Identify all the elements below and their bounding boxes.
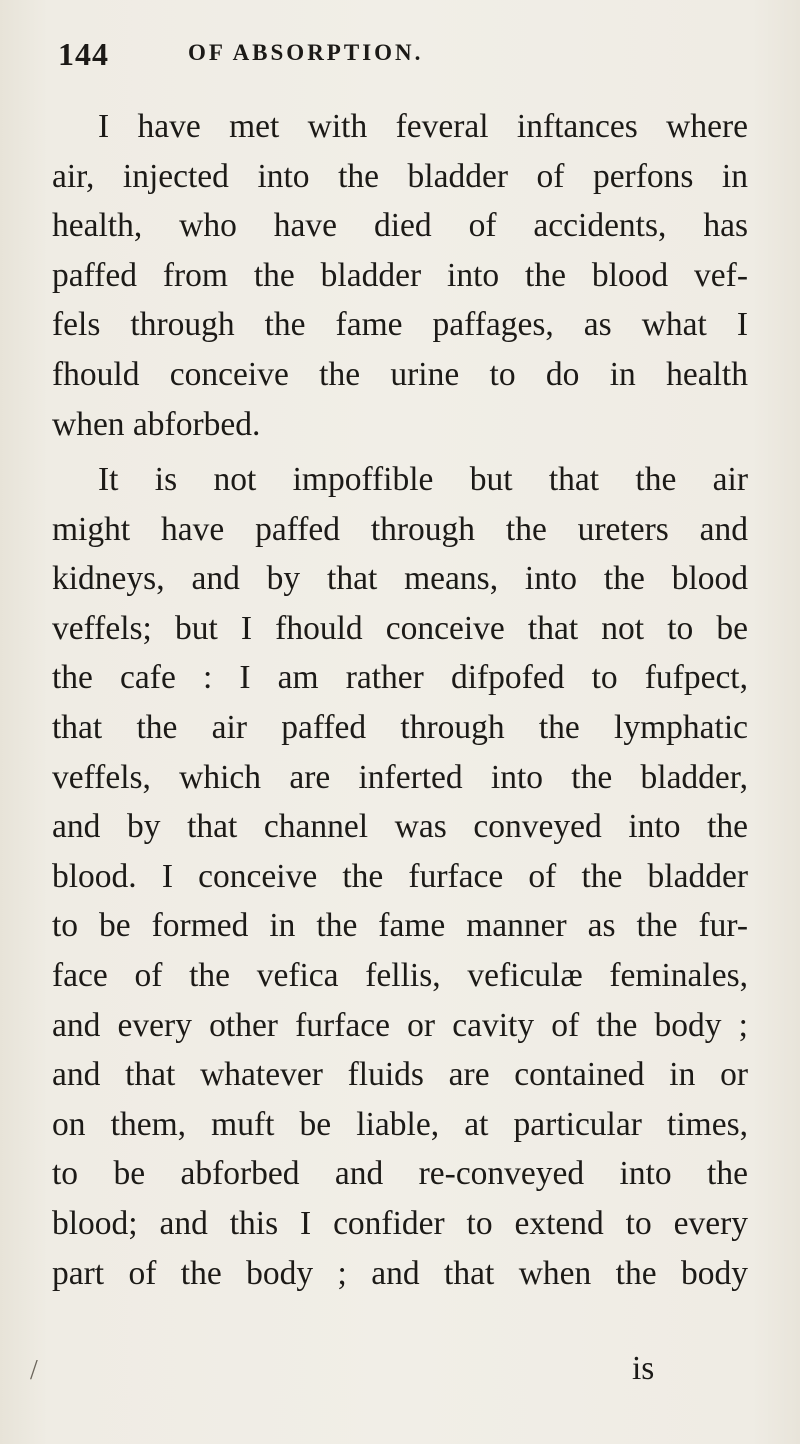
page-number: 144	[58, 36, 109, 72]
text-line: to be abforbed and re-conveyed into the	[52, 1155, 748, 1193]
text-line: that the air paffed through the lymphatic	[52, 708, 748, 746]
text-line: veffels; but I fhould conceive that not to be	[52, 609, 748, 647]
text-line: on them, muft be liable, at particular times,	[52, 1105, 748, 1143]
text-line: to be formed in the fame manner as the fur-	[52, 907, 748, 945]
text-line: I have met with feveral inftances where	[98, 108, 748, 145]
text-line: veffels, which are inferted into the bladder,	[52, 758, 748, 796]
paragraph-1	[52, 102, 748, 449]
text-line: blood; and this I confider to extend to every	[52, 1204, 748, 1242]
text-line: fhould conceive the urine to do in health	[52, 355, 748, 393]
text-line: part of the body ; and that when the body	[52, 1254, 748, 1292]
paragraph-2	[52, 455, 748, 1298]
text-line: fels through the fame paffages, as what I	[52, 306, 748, 344]
text-line: face of the vefica fellis, veficulæ feminales,	[52, 956, 748, 994]
text-line: and every other furface or cavity of the body ;	[52, 1006, 748, 1044]
text-line: when abforbed.	[52, 405, 261, 443]
text-line: might have paffed through the ureters and	[52, 510, 748, 548]
text-line: air, injected into the bladder of perfons in	[52, 157, 748, 195]
text-line: and by that channel was conveyed into the	[52, 808, 748, 846]
text-line: paffed from the bladder into the blood vef-	[52, 256, 748, 294]
text-line: kidneys, and by that means, into the blood	[52, 560, 748, 598]
text-line: It is not impoffible but that the air	[98, 461, 748, 498]
text-line: and that whatever fluids are contained in or	[52, 1056, 748, 1094]
text-line: health, who have died of accidents, has	[52, 207, 748, 245]
stray-ink-mark: /	[30, 1355, 38, 1386]
running-head-title: OF ABSORPTION.	[188, 40, 424, 65]
catchword: is	[632, 1350, 655, 1387]
running-head	[58, 36, 678, 76]
text-line: the cafe : I am rather difpofed to fufpect,	[52, 659, 748, 697]
text-line: blood. I conceive the furface of the bladder	[52, 857, 748, 895]
